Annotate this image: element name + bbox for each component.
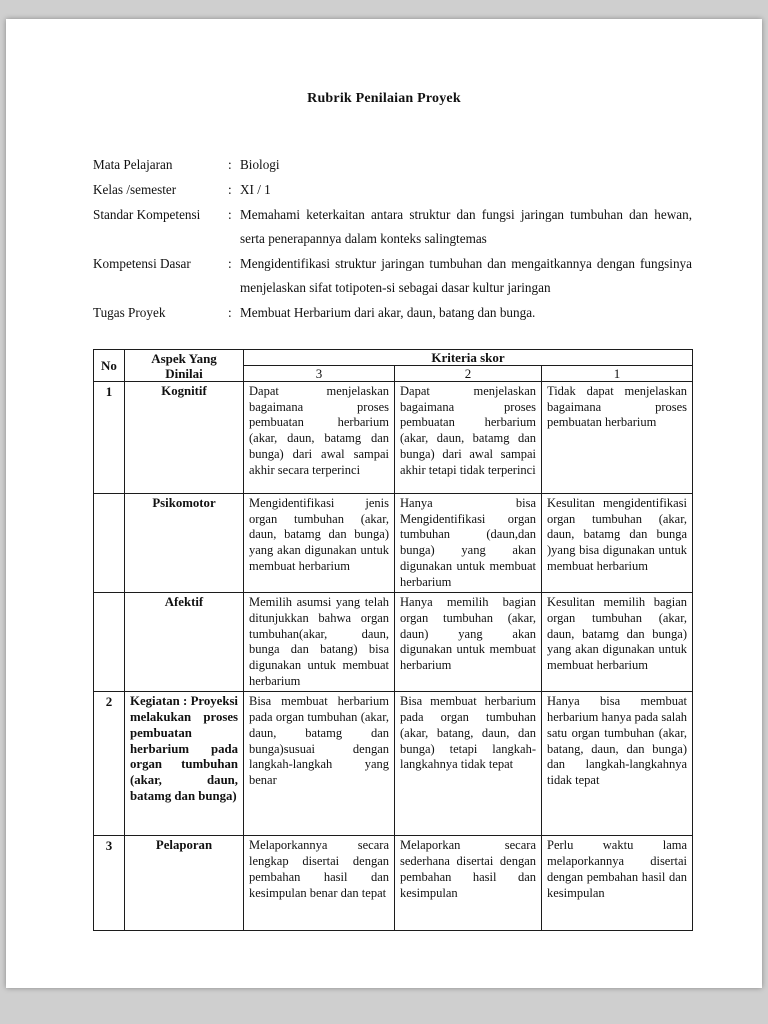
cell-criteria-1: Tidak dapat menjelaskan bagaimana proses pembuatan herbarium	[542, 382, 693, 494]
meta-label: Kompetensi Dasar	[93, 256, 191, 271]
document-page	[6, 19, 762, 988]
cell-aspek: Pelaporan	[125, 836, 244, 931]
meta-separator: :	[228, 207, 232, 222]
col-header-kriteria-skor: Kriteria skor	[244, 350, 693, 366]
table-row-kognitif	[94, 382, 693, 494]
col-header-aspek	[125, 350, 244, 382]
col-header-score-1: 1	[542, 366, 693, 382]
cell-aspek: Kognitif	[125, 382, 244, 494]
meta-row-standar-kompetensi	[93, 203, 692, 251]
meta-row-mata-pelajaran	[93, 153, 692, 177]
cell-aspek: Kegiatan : Proyeksi melakukan proses pembuatan herbarium pada organ tumbuhan (akar, daun, batamg dan bunga)	[125, 692, 244, 836]
cell-criteria-1: Perlu waktu lama melaporkannya disertai dengan pembahan hasil dan kesimpulan	[542, 836, 693, 931]
table-row-afektif	[94, 593, 693, 692]
cell-criteria-2: Hanya memilih bagian organ tumbuhan (akar, daun) yang akan digunakan untuk membuat herbarium	[395, 593, 542, 692]
cell-no: 1	[94, 382, 125, 494]
cell-criteria-1: Kesulitan memilih bagian organ tumbuhan (akar, daun, batamg dan bunga) yang akan digunakan untuk membuat herbarium	[542, 593, 693, 692]
meta-separator: :	[228, 157, 232, 172]
col-header-no	[94, 350, 125, 382]
cell-criteria-3: Bisa membuat herbarium pada organ tumbuhan (akar, daun, batamg dan bunga)susuai dengan langkah-langkah yang benar	[244, 692, 395, 836]
cell-criteria-2: Melaporkan secara sederhana disertai dengan pembahan hasil dan kesimpulan	[395, 836, 542, 931]
table-row-psikomotor	[94, 494, 693, 593]
meta-value: Memahami keterkaitan antara struktur dan fungsi jaringan tumbuhan dan hewan, serta penerapannya dalam konteks salingtemas	[240, 207, 692, 246]
meta-separator: :	[228, 256, 232, 271]
meta-value: Biologi	[240, 157, 280, 172]
cell-no	[94, 593, 125, 692]
cell-no	[94, 494, 125, 593]
document-content	[93, 153, 692, 931]
rubric-table-container	[93, 349, 692, 931]
table-header-row-1	[94, 350, 693, 366]
meta-label: Mata Pelajaran	[93, 157, 173, 172]
cell-criteria-3: Melaporkannya secara lengkap disertai dengan pembahan hasil dan kesimpulan benar dan tepat	[244, 836, 395, 931]
cell-aspek: Afektif	[125, 593, 244, 692]
meta-separator: :	[228, 182, 232, 197]
meta-separator: :	[228, 305, 232, 320]
cell-criteria-2: Hanya bisa Mengidentifikasi organ tumbuhan (daun,dan bunga) yang akan digunakan untuk membuat herbarium	[395, 494, 542, 593]
metadata-block	[93, 153, 692, 325]
cell-criteria-2: Dapat menjelaskan bagaimana proses pembuatan herbarium (akar, daun, batamg dan bunga) dari awal sampai akhir tetapi tidak terperinci	[395, 382, 542, 494]
page-title: Rubrik Penilaian Proyek	[307, 91, 461, 106]
cell-criteria-1: Hanya bisa membuat herbarium hanya pada salah satu organ tumbuhan (akar, batang, daun, dan bunga) dan langkah-langkahnya tidak tepat	[542, 692, 693, 836]
cell-criteria-3: Mengidentifikasi jenis organ tumbuhan (akar, daun, batamg dan bunga) yang akan digunakan untuk membuat herbarium	[244, 494, 395, 593]
rubric-table	[93, 349, 693, 931]
cell-no: 3	[94, 836, 125, 931]
cell-criteria-3: Dapat menjelaskan bagaimana proses pembuatan herbarium (akar, daun, batamg dan bunga) dari awal sampai akhir secara terperinci	[244, 382, 395, 494]
cell-aspek: Psikomotor	[125, 494, 244, 593]
col-header-score-2: 2	[395, 366, 542, 382]
meta-label: Kelas /semester	[93, 182, 177, 197]
cell-criteria-3: Memilih asumsi yang telah ditunjukkan bahwa organ tumbuhan(akar, daun, bunga dan batang) bisa digunakan untuk membuat herbarium	[244, 593, 395, 692]
col-header-no-label: No	[101, 358, 117, 373]
meta-label: Standar Kompetensi	[93, 207, 201, 222]
col-header-score-3: 3	[244, 366, 395, 382]
meta-value: XI / 1	[240, 182, 271, 197]
meta-row-kelas-semester	[93, 178, 692, 202]
cell-criteria-2: Bisa membuat herbarium pada organ tumbuhan (akar, batang, daun, dan bunga) tetapi langkah-langkahnya tidak tepat	[395, 692, 542, 836]
col-header-aspek-line1: Aspek Yang	[151, 350, 217, 366]
meta-label: Tugas Proyek	[93, 305, 166, 320]
meta-value: Membuat Herbarium dari akar, daun, batang dan bunga.	[240, 305, 536, 320]
meta-value: Mengidentifikasi struktur jaringan tumbuhan dan mengaitkannya dengan fungsinya menjelaskan sifat totipoten-si sebagai dasar kultur jaringan	[240, 256, 692, 295]
cell-criteria-1: Kesulitan mengidentifikasi organ tumbuhan (akar, daun, batamg dan bunga )yang bisa digunakan untuk membuat herbarium	[542, 494, 693, 593]
col-header-aspek-line2: Dinilai	[165, 365, 203, 381]
cell-no: 2	[94, 692, 125, 836]
table-row-kegiatan	[94, 692, 693, 836]
meta-row-kompetensi-dasar	[93, 252, 692, 300]
table-row-pelaporan	[94, 836, 693, 931]
meta-row-tugas-proyek	[93, 301, 692, 325]
